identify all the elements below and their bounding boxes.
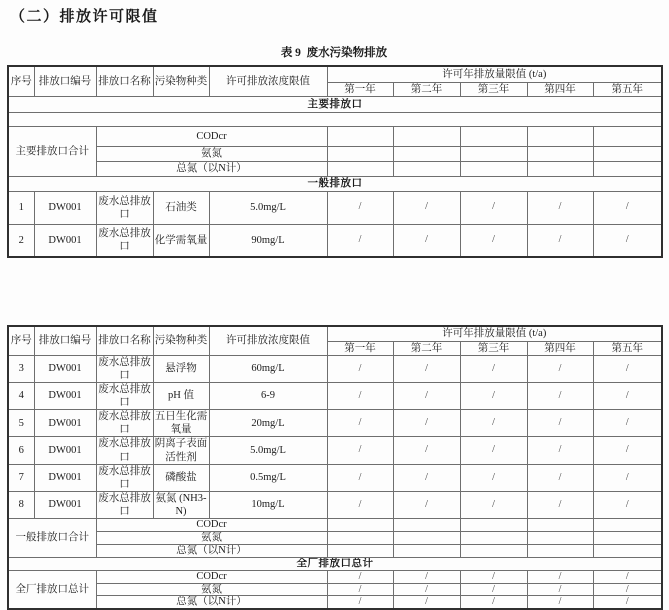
pollutant-total-n: 总氮（以N计） <box>96 545 327 558</box>
table-row <box>8 191 662 224</box>
header-pollutant: 污染物种类 <box>153 326 209 355</box>
year-value-cell: / <box>393 191 460 224</box>
year-value-cell: / <box>527 355 593 382</box>
year-value-cell: / <box>460 583 527 596</box>
table-row <box>8 519 662 532</box>
table-row <box>8 596 662 609</box>
year-value-cell: / <box>327 464 393 491</box>
year-blank-cell <box>393 545 460 558</box>
year-value-cell: / <box>593 191 662 224</box>
year-value-cell: / <box>393 224 460 257</box>
table-row <box>8 112 662 126</box>
table-row <box>8 464 662 491</box>
table-row <box>8 66 662 82</box>
pollutant-ammonia: 氨氮 <box>96 583 327 596</box>
year-value-cell: / <box>327 491 393 518</box>
seq-cell: 6 <box>8 437 34 464</box>
pollutant-cell: 氨氮 (NH3-N) <box>153 491 209 518</box>
year-blank-cell <box>393 126 460 146</box>
section-plant-total: 全厂排放口总计 <box>8 558 662 571</box>
conc-limit-cell: 5.0mg/L <box>209 191 327 224</box>
year-blank-cell <box>327 161 393 176</box>
year-blank-cell <box>393 161 460 176</box>
outlet-no-cell: DW001 <box>34 382 96 409</box>
seq-cell: 1 <box>8 191 34 224</box>
year-value-cell: / <box>393 382 460 409</box>
year-value-cell: / <box>393 355 460 382</box>
year-value-cell: / <box>593 355 662 382</box>
header-conc-limit: 许可排放浓度限值 <box>209 326 327 355</box>
outlet-name-cell: 废水总排放口 <box>96 464 153 491</box>
year-value-cell: / <box>593 491 662 518</box>
wastewater-table-part2 <box>7 325 663 610</box>
year-value-cell: / <box>593 596 662 609</box>
seq-cell: 3 <box>8 355 34 382</box>
year-value-cell: / <box>527 596 593 609</box>
table-row <box>8 558 662 571</box>
year-blank-cell <box>393 519 460 532</box>
outlet-name-cell: 废水总排放口 <box>96 437 153 464</box>
pollutant-cell: 五日生化需氧量 <box>154 411 208 436</box>
header-annual-limit: 许可年排放量限值 (t/a) <box>327 326 662 341</box>
year-value-cell: / <box>327 571 393 584</box>
general-outlet-total-label: 一般排放口合计 <box>8 519 96 558</box>
outlet-no-cell: DW001 <box>34 224 96 257</box>
header-pollutant: 污染物种类 <box>153 66 209 96</box>
table-row <box>8 355 662 382</box>
year-value-cell: / <box>460 596 527 609</box>
year-value-cell: / <box>393 571 460 584</box>
pollutant-total-n: 总氮（以N计） <box>96 596 327 609</box>
year-value-cell: / <box>460 382 527 409</box>
header-year-4: 第四年 <box>527 341 593 355</box>
header-seq: 序号 <box>8 326 34 355</box>
outlet-no-cell: DW001 <box>34 410 96 437</box>
year-value-cell: / <box>393 410 460 437</box>
seq-cell: 2 <box>8 224 34 257</box>
year-value-cell: / <box>393 596 460 609</box>
table-row <box>8 532 662 545</box>
table-caption: 表 9 废水污染物排放 <box>280 47 388 59</box>
year-value-cell: / <box>327 583 393 596</box>
outlet-no-cell: DW001 <box>34 491 96 518</box>
outlet-name-cell: 废水总排放口 <box>96 191 153 224</box>
main-outlet-total-label: 主要排放口合计 <box>8 126 96 176</box>
year-blank-cell <box>460 532 527 545</box>
table-row <box>8 545 662 558</box>
pollutant-codcr: CODcr <box>96 519 327 532</box>
pollutant-cell: 化学需氧量 <box>153 224 209 257</box>
seq-cell: 5 <box>8 410 34 437</box>
outlet-name-cell: 废水总排放口 <box>96 224 153 257</box>
conc-limit-cell: 0.5mg/L <box>209 464 327 491</box>
year-blank-cell <box>393 532 460 545</box>
year-value-cell: / <box>460 491 527 518</box>
year-blank-cell <box>593 161 662 176</box>
year-blank-cell <box>527 532 593 545</box>
pollutant-ammonia: 氨氮 <box>96 146 327 161</box>
year-value-cell: / <box>593 464 662 491</box>
year-value-cell: / <box>593 382 662 409</box>
pollutant-cell: 悬浮物 <box>153 355 209 382</box>
header-annual-limit: 许可年排放量限值 (t/a) <box>327 66 662 82</box>
year-value-cell: / <box>327 382 393 409</box>
outlet-no-cell: DW001 <box>34 355 96 382</box>
conc-limit-cell: 10mg/L <box>209 491 327 518</box>
table-row <box>8 326 662 341</box>
year-value-cell: / <box>527 583 593 596</box>
pollutant-cell: 阴离子表面活性剂 <box>154 438 208 463</box>
year-value-cell: / <box>593 410 662 437</box>
year-blank-cell <box>327 126 393 146</box>
pollutant-ammonia: 氨氮 <box>96 532 327 545</box>
pollutant-cell: 石油类 <box>153 191 209 224</box>
pollutant-codcr: CODcr <box>96 126 327 146</box>
blank-row <box>8 112 662 126</box>
year-value-cell: / <box>527 571 593 584</box>
header-year-5: 第五年 <box>593 341 662 355</box>
table-row <box>8 146 662 161</box>
year-value-cell: / <box>527 410 593 437</box>
year-value-cell: / <box>460 571 527 584</box>
outlet-name-cell: 废水总排放口 <box>96 491 153 518</box>
table-row <box>8 382 662 409</box>
header-year-1: 第一年 <box>327 82 393 96</box>
year-value-cell: / <box>327 224 393 257</box>
year-blank-cell <box>527 545 593 558</box>
year-value-cell: / <box>527 382 593 409</box>
year-value-cell: / <box>460 224 527 257</box>
plant-total-label: 全厂排放口总计 <box>8 571 96 609</box>
conc-limit-cell: 60mg/L <box>209 355 327 382</box>
table-row <box>8 176 662 191</box>
year-value-cell: / <box>327 596 393 609</box>
year-value-cell: / <box>460 437 527 464</box>
year-blank-cell <box>593 519 662 532</box>
table-row <box>8 410 662 437</box>
year-value-cell: / <box>393 583 460 596</box>
outlet-name-cell: 废水总排放口 <box>96 410 153 437</box>
year-blank-cell <box>460 146 527 161</box>
header-outlet-name: 排放口名称 <box>96 66 153 96</box>
year-blank-cell <box>327 146 393 161</box>
header-conc-limit: 许可排放浓度限值 <box>209 66 327 96</box>
year-value-cell: / <box>460 464 527 491</box>
conc-limit-cell: 90mg/L <box>209 224 327 257</box>
year-value-cell: / <box>460 355 527 382</box>
wastewater-table-part1 <box>7 65 663 258</box>
pollutant-total-n: 总氮（以N计） <box>96 161 327 176</box>
header-year-4: 第四年 <box>527 82 593 96</box>
header-outlet-no: 排放口编号 <box>34 326 96 355</box>
table-row <box>8 126 662 146</box>
year-value-cell: / <box>327 191 393 224</box>
year-blank-cell <box>460 161 527 176</box>
header-year-2: 第二年 <box>393 82 460 96</box>
table-row <box>8 583 662 596</box>
header-outlet-no: 排放口编号 <box>34 66 96 96</box>
year-blank-cell <box>527 126 593 146</box>
year-blank-cell <box>460 545 527 558</box>
outlet-no-cell: DW001 <box>34 191 96 224</box>
year-blank-cell <box>460 519 527 532</box>
seq-cell: 7 <box>8 464 34 491</box>
pollutant-cell: 磷酸盐 <box>153 464 209 491</box>
table-row <box>8 224 662 257</box>
year-value-cell: / <box>460 410 527 437</box>
header-year-1: 第一年 <box>327 341 393 355</box>
seq-cell: 8 <box>8 491 34 518</box>
year-value-cell: / <box>527 437 593 464</box>
year-value-cell: / <box>527 224 593 257</box>
outlet-no-cell: DW001 <box>34 437 96 464</box>
year-blank-cell <box>593 146 662 161</box>
year-value-cell: / <box>593 437 662 464</box>
pollutant-cell: pH 值 <box>153 382 209 409</box>
table-row <box>8 491 662 518</box>
year-value-cell: / <box>593 224 662 257</box>
conc-limit-cell: 6-9 <box>209 382 327 409</box>
conc-limit-cell: 5.0mg/L <box>209 437 327 464</box>
table-row <box>8 96 662 112</box>
outlet-name-cell: 废水总排放口 <box>96 382 153 409</box>
year-blank-cell <box>593 532 662 545</box>
header-year-5: 第五年 <box>593 82 662 96</box>
year-blank-cell <box>460 126 527 146</box>
conc-limit-cell: 20mg/L <box>209 410 327 437</box>
header-year-3: 第三年 <box>460 82 527 96</box>
table-row <box>8 437 662 464</box>
header-year-3: 第三年 <box>460 341 527 355</box>
year-value-cell: / <box>593 571 662 584</box>
year-value-cell: / <box>393 437 460 464</box>
year-value-cell: / <box>593 583 662 596</box>
outlet-no-cell: DW001 <box>34 464 96 491</box>
table-row <box>8 571 662 584</box>
year-value-cell: / <box>327 437 393 464</box>
section-main-outlets: 主要排放口 <box>8 96 662 112</box>
table-row <box>8 161 662 176</box>
header-year-2: 第二年 <box>393 341 460 355</box>
year-blank-cell <box>593 126 662 146</box>
header-seq: 序号 <box>8 66 34 96</box>
year-value-cell: / <box>327 410 393 437</box>
section-general-outlets: 一般排放口 <box>8 176 662 191</box>
year-value-cell: / <box>527 191 593 224</box>
year-value-cell: / <box>327 355 393 382</box>
pollutant-codcr: CODcr <box>96 571 327 584</box>
year-blank-cell <box>527 519 593 532</box>
year-blank-cell <box>527 161 593 176</box>
year-value-cell: / <box>527 464 593 491</box>
header-outlet-name: 排放口名称 <box>96 326 153 355</box>
year-blank-cell <box>327 519 393 532</box>
year-blank-cell <box>527 146 593 161</box>
year-blank-cell <box>327 545 393 558</box>
year-blank-cell <box>327 532 393 545</box>
year-blank-cell <box>393 146 460 161</box>
year-value-cell: / <box>460 191 527 224</box>
year-value-cell: / <box>527 491 593 518</box>
year-value-cell: / <box>393 464 460 491</box>
outlet-name-cell: 废水总排放口 <box>96 355 153 382</box>
page-title: （二）排放许可限值 <box>10 9 159 25</box>
year-blank-cell <box>593 545 662 558</box>
seq-cell: 4 <box>8 382 34 409</box>
year-value-cell: / <box>393 491 460 518</box>
